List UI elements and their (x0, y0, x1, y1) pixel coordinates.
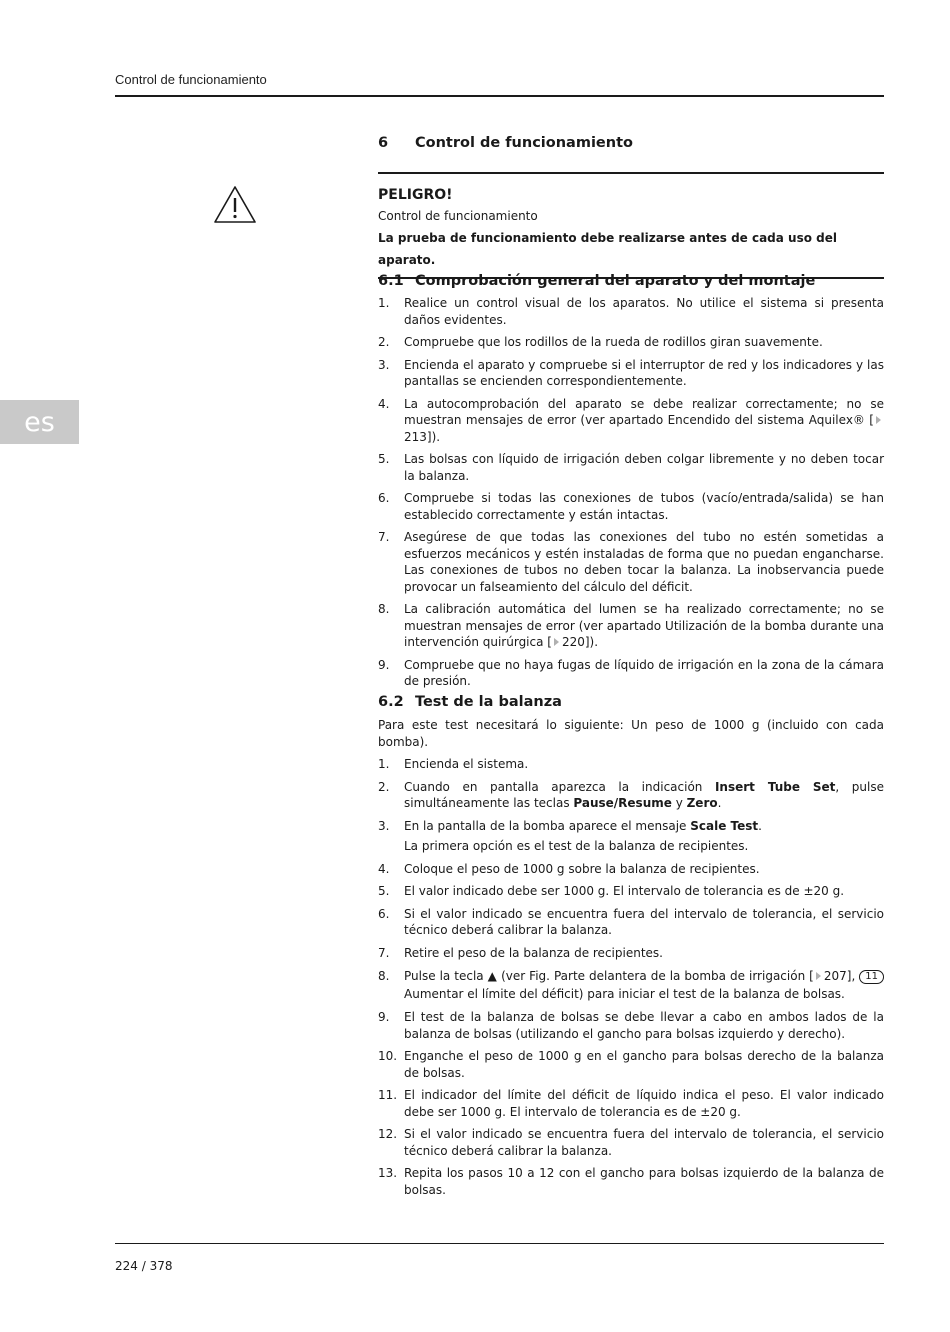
running-header: Control de funcionamiento (115, 72, 267, 87)
danger-subject: Control de funcionamiento (378, 209, 538, 223)
section-6-1 (378, 273, 884, 696)
section-number: 6.2 (378, 694, 404, 710)
chapter-title (378, 135, 884, 151)
page-reference[interactable]: 207 (823, 969, 847, 983)
section-title-text: Test de la balanza (415, 694, 562, 710)
list-item: 5. Las bolsas con líquido de irrigación deben colgar libremente y no deben tocar la balanza. (378, 452, 884, 483)
chapter-title-text: Control de funcionamiento (415, 135, 633, 151)
key-name: Pause/Resume (573, 796, 672, 810)
list-item: 7. Asegúrese de que todas las conexiones del tubo no estén sometidas a esfuerzos mecánicos y estén instaladas de forma que no puedan engancharse. Las conexiones de tubos no deben tocar la balanza. La inobservancia puede provocar un falseamiento del cálculo del déficit. (378, 530, 884, 594)
chapter-number: 6 (378, 135, 389, 151)
section-6-2 (378, 694, 884, 1204)
list-item: 2. Compruebe que los rodillos de la rueda de rodillos giran suavemente. (378, 335, 823, 349)
list-item: 4. Coloque el peso de 1000 g sobre la balanza de recipientes. (378, 861, 760, 876)
list-item: 8. La calibración automática del lumen se ha realizado correctamente; no se muestran mensajes de error (ver apartado Utilización de la bomba durante una intervención quirúrgica [ 220]). (378, 602, 884, 649)
list-item: 9. Compruebe que no haya fugas de líquido de irrigación en la zona de la cámara de presión. (378, 657, 884, 688)
list-item: 2. Cuando en pantalla aparezca la indicación Insert Tube Set, pulse simultáneamente las teclas Pause/Resume y Zero. (378, 779, 884, 810)
scale-test-steps-continued (378, 861, 884, 1199)
page-reference-arrow-icon (554, 638, 559, 646)
header-rule (115, 95, 884, 97)
page-reference-arrow-icon (876, 416, 881, 424)
list-item: 10. Enganche el peso de 1000 g en el gancho para bolsas derecho de la balanza de bolsas. (378, 1049, 884, 1080)
page-reference[interactable]: 220 (561, 635, 585, 649)
display-message: Scale Test (690, 818, 759, 833)
page-reference[interactable]: 213 (404, 429, 427, 444)
page-number: 224 / 378 (115, 1259, 173, 1273)
list-item: 3. En la pantalla de la bomba aparece el mensaje Scale Test. (378, 818, 762, 833)
section-title-text: Comprobación general del aparato y del montaje (415, 273, 816, 289)
section-title (378, 694, 884, 710)
footer-rule (115, 1243, 884, 1244)
list-item: 8. Pulse la tecla ▲ (ver Fig. Parte delantera de la bomba de irrigación [ 207], 11 Aumentar el límite del déficit) para iniciar el test de la balanza de bolsas. (378, 967, 884, 1003)
page-reference-arrow-icon (816, 972, 821, 980)
danger-text: La prueba de funcionamiento debe realizarse antes de cada uso del aparato. (378, 231, 837, 267)
display-message: Insert Tube Set (714, 779, 836, 794)
step-note: La primera opción es el test de la balanza de recipientes. (404, 839, 749, 853)
danger-signal-word: PELIGRO! (378, 187, 453, 203)
list-item: 13. Repita los pasos 10 a 12 con el gancho para bolsas izquierdo de la balanza de bolsas. (378, 1166, 884, 1197)
inspection-steps (378, 295, 884, 690)
callout-number: 11 (859, 970, 884, 984)
list-item: 6. Compruebe si todas las conexiones de tubos (vacío/entrada/salida) se han establecido correctamente y están intactas. (378, 491, 884, 522)
scale-test-steps (378, 756, 884, 834)
list-item: 11. El indicador del límite del déficit de líquido indica el peso. El valor indicado debe ser 1000 g. El intervalo de tolerancia es de ±20 g. (378, 1088, 884, 1119)
list-item: 5. El valor indicado debe ser 1000 g. El intervalo de tolerancia es de ±20 g. (378, 884, 845, 898)
list-item: 6. Si el valor indicado se encuentra fuera del intervalo de tolerancia, el servicio técnico deberá calibrar la balanza. (378, 906, 884, 937)
list-item: 7. Retire el peso de la balanza de recipientes. (378, 945, 663, 960)
key-name: Zero (686, 796, 718, 810)
section-intro: Para este test necesitará lo siguiente: Un peso de 1000 g (incluido con cada bomba). (378, 718, 884, 749)
warning-triangle-icon (213, 185, 257, 225)
list-item: 12. Si el valor indicado se encuentra fuera del intervalo de tolerancia, el servicio técnico deberá calibrar la balanza. (378, 1127, 884, 1158)
danger-notice (378, 172, 884, 279)
list-item: 3. Encienda el aparato y compruebe si el interruptor de red y los indicadores y las pantallas se encienden correspondientemente. (378, 357, 884, 388)
language-tab: es (0, 400, 79, 444)
section-number: 6.1 (378, 273, 404, 289)
list-item: 4. La autocomprobación del aparato se debe realizar correctamente; no se muestran mensajes de error (ver apartado Encendido del sistema Aquilex® [213]). (378, 396, 884, 444)
list-item: 1. Realice un control visual de los aparatos. No utilice el sistema si presenta daños evidentes. (378, 296, 884, 327)
section-title (378, 273, 884, 289)
list-item: 9. El test de la balanza de bolsas se debe llevar a cabo en ambos lados de la balanza de bolsas (utilizando el gancho para bolsas izquierdo y derecho). (378, 1010, 884, 1041)
list-item: 1. Encienda el sistema. (378, 757, 529, 771)
